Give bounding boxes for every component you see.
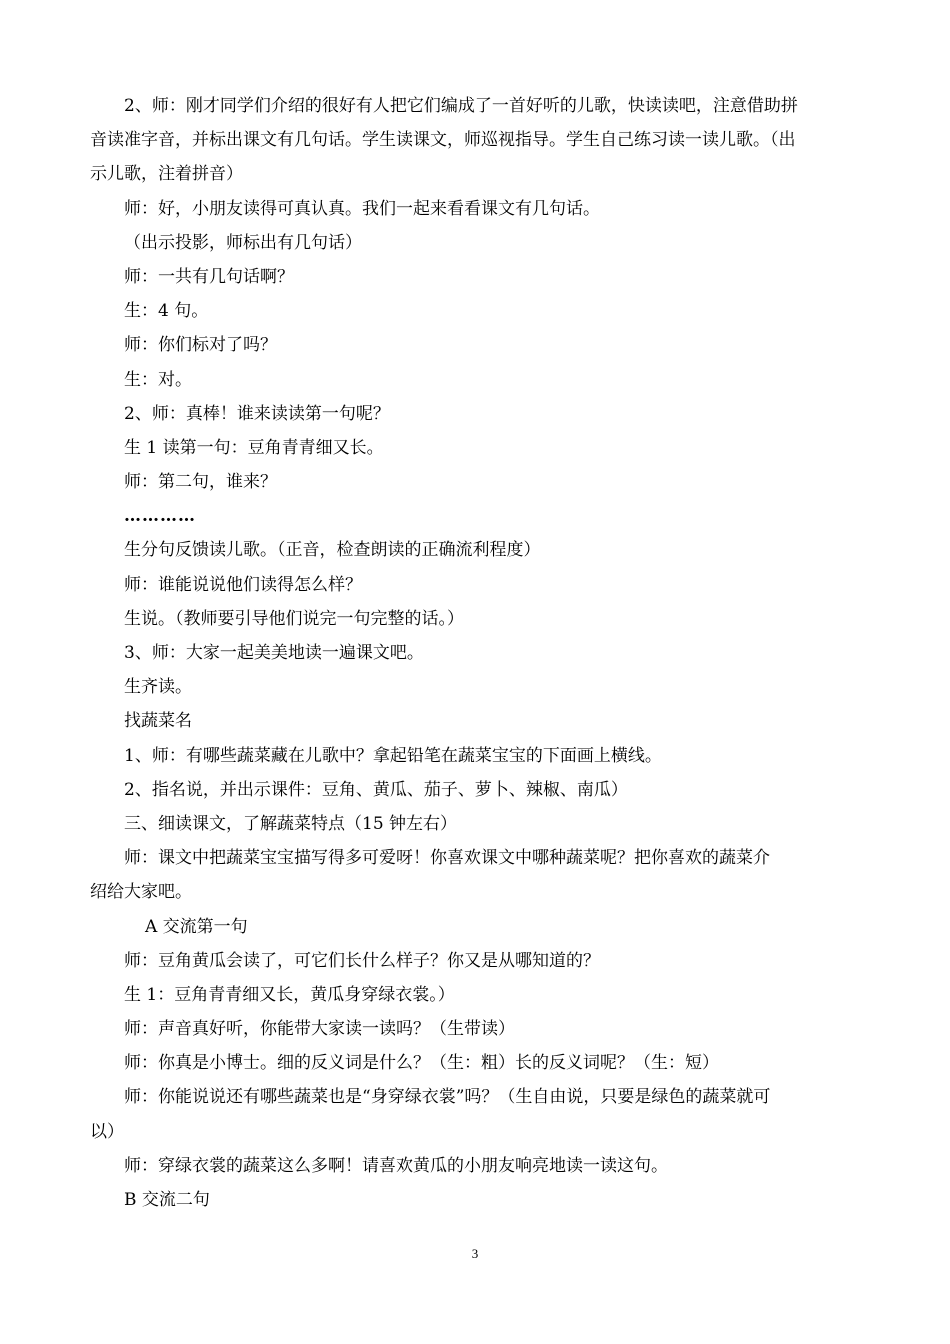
paragraph-line: 师：课文中把蔬菜宝宝描写得多可爱呀！你喜欢课文中哪种蔬菜呢？把你喜欢的蔬菜介 [124,848,770,869]
paragraph-line: 生 1：豆角青青细又长，黄瓜身穿绿衣裳。） [124,984,455,1005]
page-number: 3 [471,1246,479,1261]
paragraph-line: 2、指名说，并出示课件：豆角、黄瓜、茄子、萝卜、辣椒、南瓜） [124,779,628,800]
paragraph-line: 师：豆角黄瓜会读了，可它们长什么样子？你又是从哪知道的？ [124,950,600,971]
paragraph-line: 师：好，小朋友读得可真认真。我们一起来看看课文有几句话。 [124,198,600,219]
paragraph-line: 生分句反馈读儿歌。（正音，检查朗读的正确流利程度） [124,540,541,561]
paragraph-line: 2、师：真棒！谁来读读第一句呢？ [124,403,390,424]
subsection-heading: B 交流二句 [124,1190,210,1210]
paragraph-line: 师：你们标对了吗？ [124,335,277,356]
paragraph-line: 生说。（教师要引导他们说完一句完整的话。） [124,608,464,629]
paragraph-line: 以） [90,1121,124,1142]
paragraph-line: 绍给大家吧。 [90,882,192,903]
section-heading: 三、细读课文，了解蔬菜特点（15 钟左右） [124,813,458,834]
subsection-heading: A 交流第一句 [145,916,248,937]
paragraph-line: 生 1 读第一句：豆角青青细又长。 [124,437,384,458]
paragraph-line: 师：你真是小博士。细的反义词是什么？（生：粗）长的反义词呢？（生：短） [124,1053,719,1074]
paragraph-line: 生齐读。 [124,677,192,698]
paragraph-line: 生：对。 [124,369,192,390]
paragraph-line: 师：一共有几句话啊？ [124,266,294,287]
paragraph-line: 师：穿绿衣裳的蔬菜这么多啊！请喜欢黄瓜的小朋友响亮地读一读这句。 [124,1155,668,1176]
paragraph-line: 师：谁能说说他们读得怎么样？ [124,574,362,595]
paragraph-line: 示儿歌，注着拼音） [90,164,243,185]
paragraph-line: 师：你能说说还有哪些蔬菜也是“身穿绿衣裳”吗？（生自由说，只要是绿色的蔬菜就可 [124,1087,771,1108]
ellipsis-line: ………… [124,506,196,527]
section-heading: 找蔬菜名 [124,711,192,732]
paragraph-line: （出示投影，师标出有几句话） [124,232,362,253]
paragraph-line: 生：4 句。 [124,301,209,322]
paragraph-line: 师：声音真好听，你能带大家读一读吗？（生带读） [124,1019,515,1040]
paragraph-line: 1、师：有哪些蔬菜藏在儿歌中？拿起铅笔在蔬菜宝宝的下面画上横线。 [124,745,662,766]
paragraph-line: 2、师：刚才同学们介绍的很好有人把它们编成了一首好听的儿歌，快读读吧，注意借助拼 [124,96,798,116]
document-body [90,89,870,1217]
paragraph-line: 音读准字音，并标出课文有几句话。学生读课文，师巡视指导。学生自己练习读一读儿歌。（出 [90,130,796,151]
paragraph-line: 3、师：大家一起美美地读一遍课文吧。 [124,643,424,663]
paragraph-line: 师：第二句，谁来？ [124,472,277,493]
